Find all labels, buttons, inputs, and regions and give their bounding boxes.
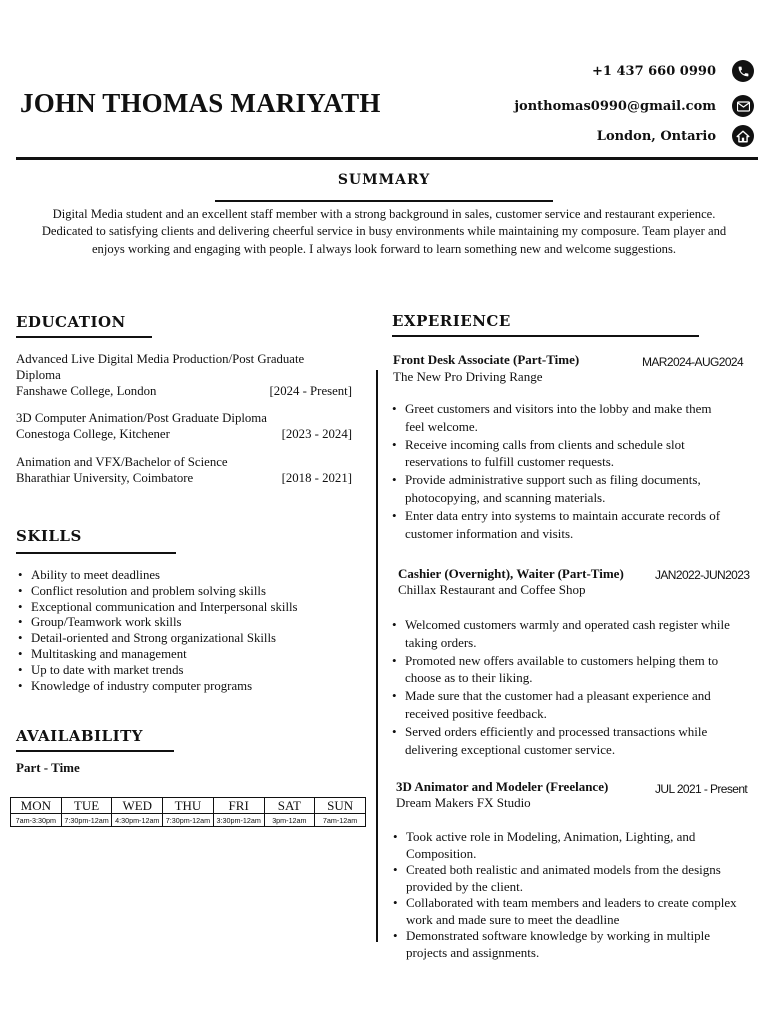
job-company: Dream Makers FX Studio <box>396 795 531 810</box>
email-text: jonthomas0990@gmail.com <box>514 98 716 114</box>
education-school: Bharathiar University, Coimbatore <box>16 471 194 485</box>
education-school-line <box>16 426 352 442</box>
skills-underline <box>16 552 176 554</box>
resume-name: JOHN THOMAS MARIYATH <box>20 88 381 118</box>
education-years: [2023 - 2024] <box>281 427 352 441</box>
list-item: • Took active role in Modeling, Animation, Lighting, and Composition. <box>391 829 741 862</box>
contact-email <box>514 95 754 117</box>
time-cell: 4:30pm-12am <box>112 814 163 827</box>
list-item: • Collaborated with team members and leaders to create complex work and made sure to meet the deadline <box>391 895 741 928</box>
experience-underline <box>392 335 699 337</box>
skills-title: SKILLS <box>16 527 82 545</box>
list-item: • Ability to meet deadlines <box>16 568 366 584</box>
education-underline <box>16 336 152 338</box>
experience-title: EXPERIENCE <box>392 312 511 330</box>
availability-underline <box>16 750 174 752</box>
list-item: • Created both realistic and animated models from the designs provided by the client. <box>391 862 741 895</box>
list-item: • Demonstrated software knowledge by working in multiple projects and assignments. <box>391 928 741 961</box>
education-item <box>16 410 352 442</box>
day-cell: SAT <box>264 798 315 814</box>
contact-phone <box>592 60 754 82</box>
job-bullets <box>390 616 750 758</box>
job-company: The New Pro Driving Range <box>393 369 543 384</box>
job-title: Front Desk Associate (Part-Time) <box>393 352 580 367</box>
list-item: • Served orders efficiently and processed transactions while delivering exceptional customer service. <box>390 723 750 759</box>
list-item: • Provide administrative support such as filing documents, photocopying, and scanning materials. <box>390 471 725 507</box>
education-years: [2024 - Present] <box>269 384 352 398</box>
list-item: • Promoted new offers available to customers helping them to choose as to their liking. <box>390 652 750 688</box>
summary-underline <box>215 200 553 202</box>
location-text: London, Ontario <box>596 128 716 144</box>
time-cell: 7am-12am <box>315 814 366 827</box>
header-divider <box>16 157 758 160</box>
time-cell: 7:30pm-12am <box>61 814 112 827</box>
availability-subtitle: Part - Time <box>16 760 80 775</box>
day-cell: TUE <box>61 798 112 814</box>
job-bullets <box>391 829 741 961</box>
education-title: EDUCATION <box>16 313 126 331</box>
job-dates: JAN2022-JUN2023 <box>655 568 750 582</box>
phone-text: +1 437 660 0990 <box>592 63 716 79</box>
list-item: • Enter data entry into systems to maintain accurate records of customer information and visits. <box>390 507 725 543</box>
day-cell: WED <box>112 798 163 814</box>
job-company: Chillax Restaurant and Coffee Shop <box>398 582 586 597</box>
availability-table <box>10 797 366 827</box>
list-item: • Made sure that the customer had a pleasant experience and received positive feedback. <box>390 687 750 723</box>
education-school: Fanshawe College, London <box>16 384 157 398</box>
skills-list <box>16 568 366 694</box>
job-title: 3D Animator and Modeler (Freelance) <box>396 779 609 794</box>
job-bullets <box>390 400 725 542</box>
table-row <box>11 798 366 814</box>
list-item: • Up to date with market trends <box>16 663 366 679</box>
day-cell: THU <box>163 798 214 814</box>
summary-text: Digital Media student and an excellent staff member with a strong background in sales, customer service and restaurant experience. Dedicated to satisfying clients and delivering cheerful service in busy environments while maintaining my composure. Team player and enjoys working and engaging with people. I always look forward to learn something new and welcome suggestions. <box>41 207 727 256</box>
list-item: • Conflict resolution and problem solving skills <box>16 584 366 600</box>
list-item: • Knowledge of industry computer programs <box>16 679 366 695</box>
education-school-line <box>16 470 352 486</box>
day-cell: FRI <box>213 798 264 814</box>
column-divider <box>376 370 378 942</box>
summary-title: SUMMARY <box>337 172 431 188</box>
education-school-line <box>16 383 352 399</box>
phone-icon <box>732 60 754 82</box>
availability-title: AVAILABILITY <box>16 727 143 745</box>
contact-location <box>597 125 754 147</box>
day-cell: MON <box>11 798 62 814</box>
education-degree: Animation and VFX/Bachelor of Science <box>16 455 228 469</box>
list-item: • Welcomed customers warmly and operated cash register while taking orders. <box>390 616 750 652</box>
job-dates: JUL 2021 - Present <box>655 782 748 796</box>
list-item: • Group/Teamwork work skills <box>16 615 366 631</box>
table-row <box>11 814 366 827</box>
education-degree: Advanced Live Digital Media Production/Post Graduate Diploma <box>16 352 305 382</box>
time-cell: 3:30pm-12am <box>213 814 264 827</box>
job-title: Cashier (Overnight), Waiter (Part-Time) <box>398 566 624 581</box>
list-item: • Greet customers and visitors into the lobby and make them feel welcome. <box>390 400 725 436</box>
list-item: • Detail-oriented and Strong organizational Skills <box>16 631 366 647</box>
list-item: • Exceptional communication and Interpersonal skills <box>16 600 366 616</box>
time-cell: 7am-3:30pm <box>11 814 62 827</box>
time-cell: 7:30pm-12am <box>163 814 214 827</box>
education-item <box>16 351 352 399</box>
education-years: [2018 - 2021] <box>281 471 352 485</box>
education-school: Conestoga College, Kitchener <box>16 427 170 441</box>
day-cell: SUN <box>315 798 366 814</box>
mail-icon <box>732 95 754 117</box>
education-degree: 3D Computer Animation/Post Graduate Diploma <box>16 411 267 425</box>
education-item <box>16 454 352 486</box>
list-item: • Receive incoming calls from clients and schedule slot reservations to fulfill customer requests. <box>390 436 725 472</box>
list-item: • Multitasking and management <box>16 647 366 663</box>
job-dates: MAR2024-AUG2024 <box>642 355 744 369</box>
time-cell: 3pm-12am <box>264 814 315 827</box>
home-icon <box>732 125 754 147</box>
